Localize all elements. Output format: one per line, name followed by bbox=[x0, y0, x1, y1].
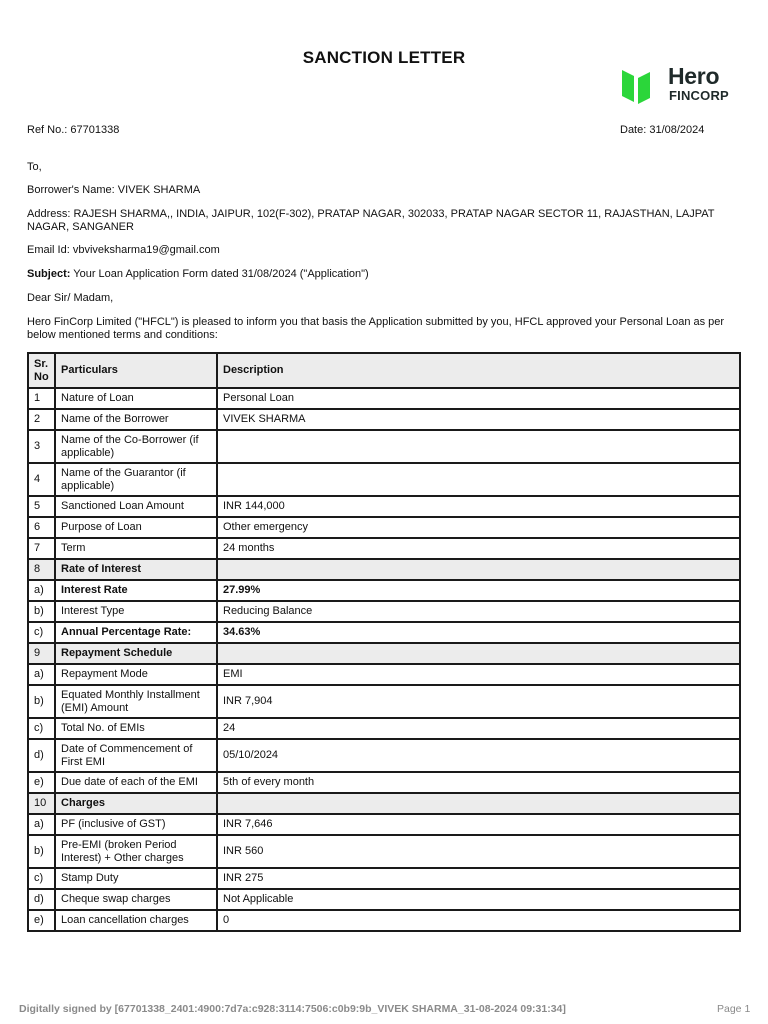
table-row bbox=[28, 868, 740, 889]
table-row bbox=[28, 463, 740, 496]
table-header-row bbox=[28, 353, 740, 388]
cell-particulars: Pre-EMI (broken Period Interest) + Other charges bbox=[55, 835, 217, 868]
cell-sr-no: a) bbox=[28, 814, 55, 835]
cell-description bbox=[217, 430, 740, 463]
table-row bbox=[28, 910, 740, 931]
cell-particulars: Rate of Interest bbox=[55, 559, 217, 580]
logo-wordmark-hero: Hero bbox=[668, 63, 720, 89]
cell-description: 24 bbox=[217, 718, 740, 739]
table-row bbox=[28, 739, 740, 772]
cell-sr-no: b) bbox=[28, 835, 55, 868]
cell-particulars: Charges bbox=[55, 793, 217, 814]
logo-wordmark-fincorp: FINCORP bbox=[669, 88, 729, 103]
cell-sr-no: a) bbox=[28, 664, 55, 685]
cell-particulars: Total No. of EMIs bbox=[55, 718, 217, 739]
table-row bbox=[28, 793, 740, 814]
cell-description: Other emergency bbox=[217, 517, 740, 538]
letter-date: Date: 31/08/2024 bbox=[620, 124, 705, 136]
cell-sr-no: 1 bbox=[28, 388, 55, 409]
cell-sr-no: e) bbox=[28, 910, 55, 931]
cell-sr-no: 8 bbox=[28, 559, 55, 580]
cell-particulars: Loan cancellation charges bbox=[55, 910, 217, 931]
subject-label: Subject: bbox=[27, 268, 71, 280]
table-row bbox=[28, 718, 740, 739]
cell-sr-no: d) bbox=[28, 739, 55, 772]
cell-description: INR 144,000 bbox=[217, 496, 740, 517]
cell-particulars: Cheque swap charges bbox=[55, 889, 217, 910]
cell-sr-no: c) bbox=[28, 718, 55, 739]
cell-description bbox=[217, 793, 740, 814]
table-row bbox=[28, 580, 740, 601]
cell-sr-no: c) bbox=[28, 868, 55, 889]
table-row bbox=[28, 889, 740, 910]
cell-particulars: Date of Commencement of First EMI bbox=[55, 739, 217, 772]
addressee-to: To, bbox=[27, 161, 42, 173]
cell-sr-no: 3 bbox=[28, 430, 55, 463]
salutation: Dear Sir/ Madam, bbox=[27, 292, 114, 304]
table-row bbox=[28, 601, 740, 622]
cell-particulars: Term bbox=[55, 538, 217, 559]
borrower-email: Email Id: vbviveksharma19@gmail.com bbox=[27, 244, 220, 256]
table-row bbox=[28, 430, 740, 463]
table-row bbox=[28, 664, 740, 685]
cell-description: INR 7,904 bbox=[217, 685, 740, 718]
cell-sr-no: 5 bbox=[28, 496, 55, 517]
cell-particulars: Name of the Borrower bbox=[55, 409, 217, 430]
table-row bbox=[28, 388, 740, 409]
table-row bbox=[28, 643, 740, 664]
intro-paragraph: Hero FinCorp Limited ("HFCL") is pleased to inform you that basis the Application submitted by you, HFCL approved your Personal Loan as per below mentioned terms and conditions: bbox=[27, 316, 725, 341]
cell-sr-no: d) bbox=[28, 889, 55, 910]
table-row bbox=[28, 496, 740, 517]
table-row bbox=[28, 559, 740, 580]
page-number: Page 1 bbox=[717, 1003, 751, 1015]
cell-description: 05/10/2024 bbox=[217, 739, 740, 772]
cell-particulars: Name of the Guarantor (if applicable) bbox=[55, 463, 217, 496]
cell-sr-no: 2 bbox=[28, 409, 55, 430]
cell-sr-no: b) bbox=[28, 685, 55, 718]
cell-description: INR 275 bbox=[217, 868, 740, 889]
reference-number: Ref No.: 67701338 bbox=[27, 124, 120, 136]
cell-description: VIVEK SHARMA bbox=[217, 409, 740, 430]
cell-description bbox=[217, 559, 740, 580]
cell-description: EMI bbox=[217, 664, 740, 685]
cell-description bbox=[217, 643, 740, 664]
table-row bbox=[28, 685, 740, 718]
cell-description: Not Applicable bbox=[217, 889, 740, 910]
table-row bbox=[28, 835, 740, 868]
cell-particulars: PF (inclusive of GST) bbox=[55, 814, 217, 835]
cell-sr-no: e) bbox=[28, 772, 55, 793]
cell-particulars: Name of the Co-Borrower (if applicable) bbox=[55, 430, 217, 463]
cell-sr-no: c) bbox=[28, 622, 55, 643]
table-row bbox=[28, 409, 740, 430]
cell-description: 5th of every month bbox=[217, 772, 740, 793]
digital-signature-footer: Digitally signed by [67701338_2401:4900:7d7a:c928:3114:7506:c0b9:9b_VIVEK SHARMA_31-08-2024 09:31:34] bbox=[19, 1003, 566, 1015]
subject-text: Your Loan Application Form dated 31/08/2024 ("Application") bbox=[70, 268, 369, 280]
cell-description: 24 months bbox=[217, 538, 740, 559]
cell-description: Personal Loan bbox=[217, 388, 740, 409]
cell-sr-no: 10 bbox=[28, 793, 55, 814]
header-particulars: Particulars bbox=[55, 353, 217, 388]
cell-particulars: Stamp Duty bbox=[55, 868, 217, 889]
borrower-address: Address: RAJESH SHARMA,, INDIA, JAIPUR, 102(F-302), PRATAP NAGAR, 302033, PRATAP NAGAR SECTOR 11, RAJASTHAN, LAJPAT NAGAR, SANGANER bbox=[27, 208, 715, 233]
document-title: SANCTION LETTER bbox=[302, 48, 466, 67]
table-row bbox=[28, 517, 740, 538]
cell-particulars: Annual Percentage Rate: bbox=[55, 622, 217, 643]
cell-sr-no: 6 bbox=[28, 517, 55, 538]
cell-particulars: Repayment Schedule bbox=[55, 643, 217, 664]
cell-description: INR 7,646 bbox=[217, 814, 740, 835]
cell-description: INR 560 bbox=[217, 835, 740, 868]
cell-sr-no: a) bbox=[28, 580, 55, 601]
header-description: Description bbox=[217, 353, 740, 388]
table-row bbox=[28, 622, 740, 643]
cell-description: 34.63% bbox=[217, 622, 740, 643]
cell-particulars: Nature of Loan bbox=[55, 388, 217, 409]
cell-particulars: Equated Monthly Installment (EMI) Amount bbox=[55, 685, 217, 718]
table-row bbox=[28, 814, 740, 835]
cell-sr-no: 4 bbox=[28, 463, 55, 496]
cell-sr-no: 9 bbox=[28, 643, 55, 664]
cell-particulars: Interest Type bbox=[55, 601, 217, 622]
cell-particulars: Interest Rate bbox=[55, 580, 217, 601]
cell-description bbox=[217, 463, 740, 496]
cell-particulars: Sanctioned Loan Amount bbox=[55, 496, 217, 517]
hero-fincorp-logo bbox=[620, 64, 744, 106]
cell-sr-no: 7 bbox=[28, 538, 55, 559]
hero-logo-mark-icon bbox=[620, 68, 660, 104]
table-row bbox=[28, 538, 740, 559]
cell-description: 27.99% bbox=[217, 580, 740, 601]
cell-particulars: Purpose of Loan bbox=[55, 517, 217, 538]
table-row bbox=[28, 772, 740, 793]
borrower-name: Borrower's Name: VIVEK SHARMA bbox=[27, 184, 201, 196]
subject-line bbox=[27, 268, 369, 281]
loan-terms-table bbox=[27, 352, 741, 932]
cell-particulars: Repayment Mode bbox=[55, 664, 217, 685]
cell-sr-no: b) bbox=[28, 601, 55, 622]
cell-description: 0 bbox=[217, 910, 740, 931]
header-sr-no: Sr. No bbox=[28, 353, 55, 388]
cell-description: Reducing Balance bbox=[217, 601, 740, 622]
cell-particulars: Due date of each of the EMI bbox=[55, 772, 217, 793]
